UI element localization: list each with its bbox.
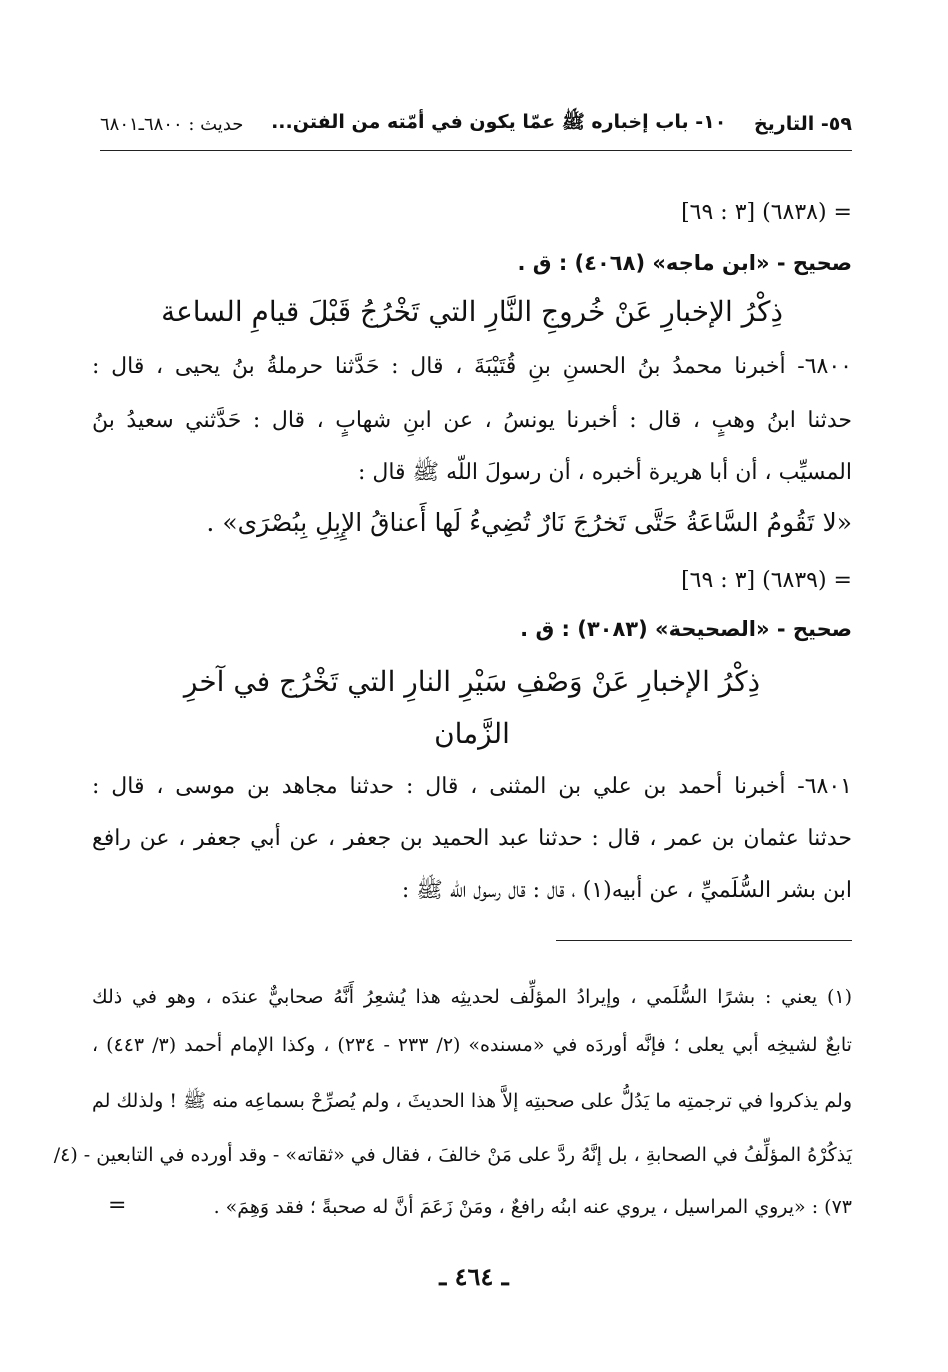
hadith-6800-matn: «لا تَقُومُ السَّاعَةُ حَتَّى تَخرُجَ نَارٌ تُضِيءُ لَها أَعناقُ الإِبِلِ بِبُصْرَى» . [206,508,852,537]
chapter-heading-1: ذِكْرُ الإخبارِ عَنْ خُروجِ النَّارِ التي تَخْرُجُ قَبْلَ قيامِ الساعة [161,295,783,328]
hadith-6801-line-2: حدثنا عثمان بن عمر ، قال : حدثنا عبد الحميد بن جعفر ، عن أبي جعفر ، عن رافع [92,826,852,851]
grading-1: صحيح - «ابن ماجه» (٤٠٦٨) : ق . [517,251,852,275]
chapter-title: ١٠- باب إخباره ﷺ عمّا يكون في أمّته من الفتن... [271,111,727,133]
hadith-6801-line-3: ابن بشر السُّلَميِّ ، عن أبيه(١) ، قال : قال رسول اللّه ﷺ : [401,878,852,903]
grading-2: صحيح - «الصحيحة» (٣٠٨٣) : ق . [520,617,852,641]
page-number: ـ ٤٦٤ ـ [439,1262,509,1291]
section-title: ٥٩- التاريخ [753,113,852,135]
running-header [100,100,852,148]
hadith-6800-line-2: حدثنا ابنُ وهبٍ ، قال : أخبرنا يونسُ ، عن ابنِ شهابٍ ، قال : حَدَّثني سعيدُ بنُ [92,408,852,433]
hadith-6801-line-1: ٦٨٠١- أخبرنا أحمد بن علي بن المثنى ، قال : حدثنا مجاهد بن موسى ، قال : [92,774,852,799]
footnote-line-5: ٧٣) : «يروي المراسيل ، يروي عنه ابنُه رافعٌ ، ومَنْ زَعَمَ أنَّ له صحبةً ؛ فقد وَهِمَ» . [213,1196,852,1218]
hadith-range: حديث : ٦٨٠٠ـ٦٨٠١ [100,113,244,135]
hadith-6800-line-3: المسيِّب ، أن أبا هريرة أخبره ، أن رسولَ اللّه ﷺ قال : [357,460,852,485]
footnote-line-2: تابعٌ لشيخِه أبي يعلى ؛ فإنَّه أوردَه في «مسنده» (٢/ ٢٣٣ - ٢٣٤) ، وكذا الإمام أحمد (٣/ ٤٤٣) ، [92,1034,852,1056]
hadith-6800-line-1: ٦٨٠٠- أخبرنا محمدُ بنُ الحسنِ بنِ قُتَيْبَةَ ، قال : حَدَّثنا حرملةُ بنُ يحيى ، قال : [92,354,852,379]
footnote-line-3: ولم يذكروا في ترجمتِه ما يَدُلُّ على صحبتِه إلاَّ هذا الحديثَ ، ولم يُصرِّحْ بسماعِه منه ﷺ ! ولذلك لم [92,1090,852,1112]
chapter-heading-2-line-1: ذِكْرُ الإخبارِ عَنْ وَصْفِ سَيْرِ النارِ التي تَخْرُج في آخرِ [183,665,761,698]
footnote-divider [556,940,852,941]
footnote-line-4: يَذكُرْهُ المؤلِّفُ في الصحابةِ ، بل إنَّهُ ردَّ على مَنْ خالفَ ، فقال في «ثقاته» - وقد أورده في التابعين - (٤/ [53,1144,852,1166]
chapter-heading-2-line-2: الزَّمان [434,717,510,750]
header-divider [100,150,852,151]
cross-reference-1: = (٦٨٣٨) [٣ : ٦٩] [681,200,852,225]
continuation-mark: = [108,1193,127,1218]
cross-reference-2: = (٦٨٣٩) [٣ : ٦٩] [681,568,852,593]
footnote-line-1: (١) يعني : بشرًا السُّلَمي ، وإيرادُ المؤلِّف لحديثِه هذا يُشعِرُ أَنَّهُ صحابيٌّ عندَه ، وهو في ذلك [92,986,852,1008]
